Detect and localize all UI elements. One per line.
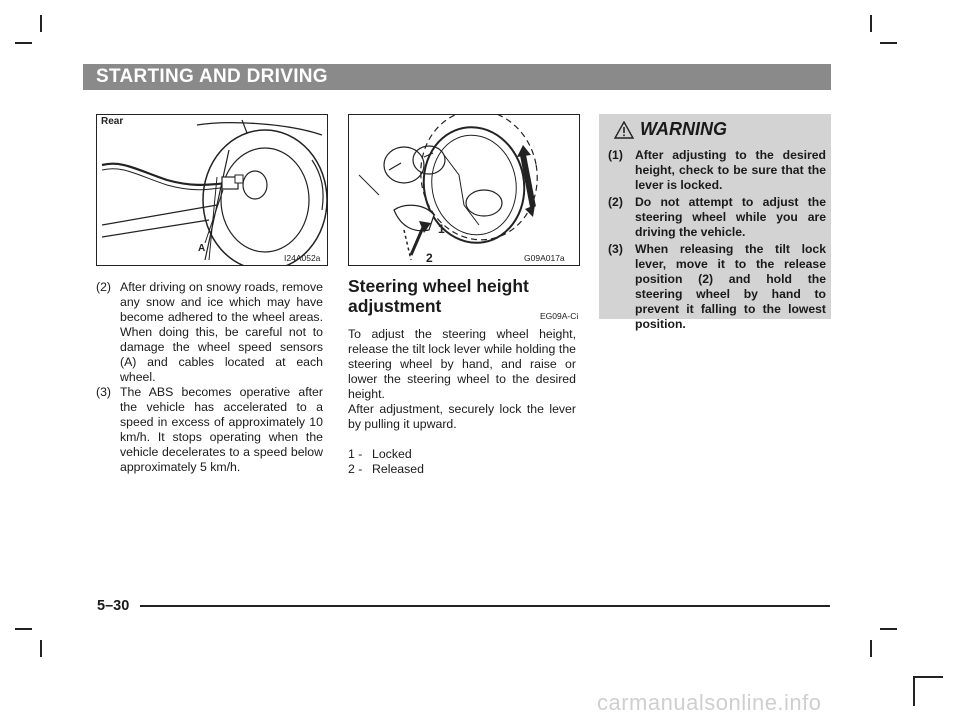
page-number: 5–30 [97, 598, 130, 614]
legend-text: Locked [372, 447, 412, 461]
crop-mark [40, 640, 42, 657]
corner-mark [913, 676, 915, 706]
steering-wheel-illustration [349, 115, 579, 265]
figure-label-1: 1 [438, 222, 445, 236]
warning-item-number: (3) [608, 242, 623, 256]
warning-item-text: When releasing the tilt lock lever, move it to the release position (2) and hold the steering wheel by hand to prevent it falling to the lowest position. [635, 242, 826, 331]
list-item-text: After driving on snowy roads, remove any snow and ice which may have become adhered to the wheel areas. When doing this, be careful not to damage the wheel speed sensors (A) and cables located at each wheel. [120, 280, 323, 384]
list-item-text: The ABS becomes operative after the vehicle has accelerated to a speed in excess of approximately 10 km/h. It stops operating when the vehicle decelerates to a speed below approximately 5 km/h. [120, 385, 323, 474]
steering-wheel-figure [348, 114, 580, 266]
warning-triangle-icon [614, 121, 634, 139]
corner-mark [913, 676, 943, 678]
warning-item-text: Do not attempt to adjust the steering wheel while you are driving the vehicle. [635, 195, 826, 239]
watermark: carmanualsonline.info [597, 690, 822, 715]
crop-mark [15, 628, 32, 630]
abs-notes-list [96, 280, 323, 475]
warning-item-number: (1) [608, 148, 623, 162]
crop-mark [870, 15, 872, 32]
section-body [348, 327, 576, 477]
list-item [96, 280, 323, 385]
legend-text: Released [372, 462, 424, 476]
figure-code: I24A052a [284, 253, 321, 263]
legend-item [348, 447, 576, 462]
legend-number: 2 - [348, 462, 363, 476]
crop-mark [870, 640, 872, 657]
crop-mark [880, 628, 897, 630]
figure-code: G09A017a [524, 253, 565, 263]
wheel-sensor-figure [96, 114, 328, 266]
figure-label-2: 2 [426, 251, 433, 265]
warning-item [608, 242, 826, 332]
paragraph: After adjustment, securely lock the lever by pulling it upward. [348, 402, 576, 431]
section-title: Steering wheel height adjustment [348, 276, 529, 316]
warning-item [608, 148, 826, 193]
legend-number: 1 - [348, 447, 363, 461]
figure-label-rear: Rear [101, 116, 124, 127]
footer-rule [140, 605, 830, 607]
legend-list [348, 447, 576, 477]
warning-list [608, 148, 826, 334]
section-header-title: STARTING AND DRIVING [96, 66, 328, 87]
warning-title: WARNING [640, 119, 727, 139]
paragraph: To adjust the steering wheel height, release the tilt lock lever while holding the steering wheel by hand, and raise or lower the steering wheel to the desired height. [348, 327, 576, 401]
crop-mark [15, 42, 32, 44]
warning-item-text: After adjusting to the desired height, check to be sure that the lever is locked. [635, 148, 826, 192]
crop-mark [40, 15, 42, 32]
crop-mark [880, 42, 897, 44]
warning-item [608, 195, 826, 240]
figure-label-a: A [198, 243, 206, 254]
list-item-number: (2) [96, 280, 112, 294]
legend-item [348, 462, 576, 477]
section-code: EG09A-Ci [540, 311, 579, 321]
wheel-sensor-illustration [97, 115, 327, 265]
list-item-number: (3) [96, 385, 112, 399]
list-item [96, 385, 323, 475]
warning-item-number: (2) [608, 195, 623, 209]
